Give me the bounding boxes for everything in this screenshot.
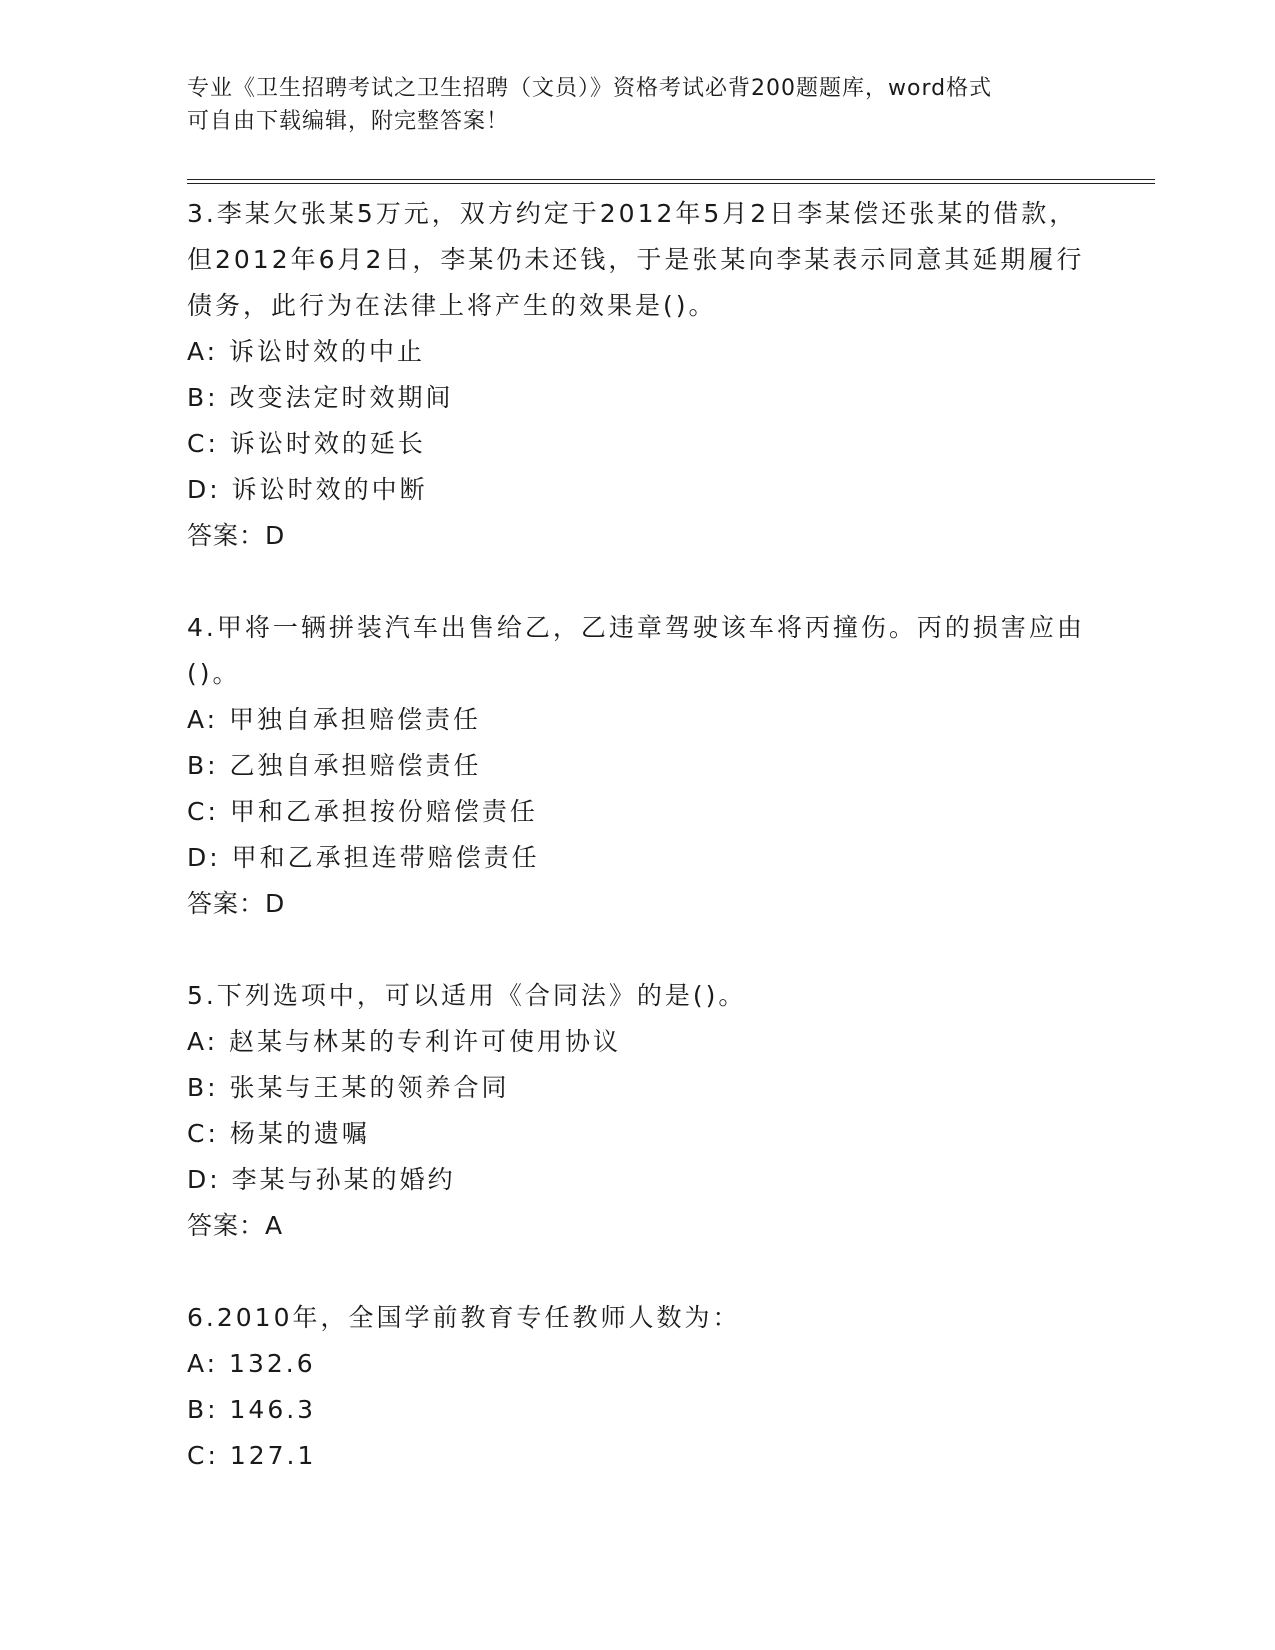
answer-line: 答案：D bbox=[187, 521, 286, 550]
option-d: D: 李某与孙某的婚约 bbox=[187, 1165, 456, 1194]
option-b: B: 乙独自承担赔偿责任 bbox=[187, 751, 482, 780]
answer-line: 答案：A bbox=[187, 1211, 284, 1240]
question-text: 3.李某欠张某5万元，双方约定于2012年5月2日李某偿还张某的借款，但2012年6月2日，李某仍未还钱，于是张某向李某表示同意其延期履行债务，此行为在法律上将产生的效果是()。 bbox=[187, 199, 1085, 320]
option-a: A: 132.6 bbox=[187, 1349, 316, 1378]
option-c: C: 杨某的遗嘱 bbox=[187, 1119, 370, 1148]
question-6 bbox=[187, 1295, 1087, 1479]
question-3 bbox=[187, 191, 1087, 559]
option-a: A: 甲独自承担赔偿责任 bbox=[187, 705, 482, 734]
option-d: D: 甲和乙承担连带赔偿责任 bbox=[187, 843, 540, 872]
option-d: D: 诉讼时效的中断 bbox=[187, 475, 428, 504]
question-text: 5.下列选项中，可以适用《合同法》的是()。 bbox=[187, 981, 747, 1010]
question-list bbox=[187, 191, 1087, 1525]
option-a: A: 诉讼时效的中止 bbox=[187, 337, 426, 366]
option-b: B: 改变法定时效期间 bbox=[187, 383, 454, 412]
answer-line: 答案：D bbox=[187, 889, 286, 918]
option-c: C: 甲和乙承担按份赔偿责任 bbox=[187, 797, 538, 826]
option-b: B: 张某与王某的领养合同 bbox=[187, 1073, 510, 1102]
question-text: 4.甲将一辆拼装汽车出售给乙，乙违章驾驶该车将丙撞伤。丙的损害应由()。 bbox=[187, 613, 1085, 688]
header-divider-bottom bbox=[187, 183, 1155, 184]
option-c: C: 诉讼时效的延长 bbox=[187, 429, 426, 458]
header-title-line-2: 可自由下载编辑，附完整答案！ bbox=[187, 109, 510, 134]
question-5 bbox=[187, 973, 1087, 1249]
question-4 bbox=[187, 605, 1087, 927]
header-divider-top bbox=[187, 179, 1155, 180]
document-header bbox=[187, 72, 1067, 138]
option-a: A: 赵某与林某的专利许可使用协议 bbox=[187, 1027, 622, 1056]
option-b: B: 146.3 bbox=[187, 1395, 317, 1424]
header-title-line-1: 专业《卫生招聘考试之卫生招聘（文员）》资格考试必背200题题库，word格式 bbox=[187, 76, 993, 101]
question-text: 6.2010年，全国学前教育专任教师人数为： bbox=[187, 1303, 741, 1332]
option-c: C: 127.1 bbox=[187, 1441, 317, 1470]
